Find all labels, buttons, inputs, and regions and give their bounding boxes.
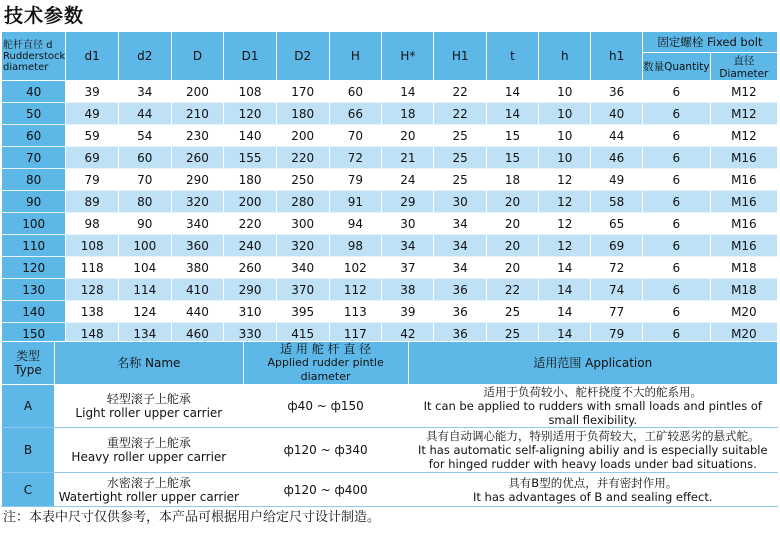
table-row bbox=[2, 473, 778, 507]
table-cell: 34 bbox=[434, 257, 486, 279]
column-header: H* bbox=[382, 32, 434, 81]
table-cell: 113 bbox=[329, 301, 382, 323]
rudderstock-diameter-cell: 120 bbox=[2, 257, 66, 279]
diameter-header-line: 舵杆直径 d bbox=[3, 39, 53, 51]
table-cell: 22 bbox=[434, 103, 486, 125]
table-cell: 290 bbox=[171, 169, 224, 191]
table-cell: 6 bbox=[642, 235, 710, 257]
table-cell: 58 bbox=[591, 191, 642, 213]
table-cell: 49 bbox=[66, 103, 119, 125]
table-cell: M18 bbox=[710, 279, 777, 301]
table-cell: 36 bbox=[591, 81, 642, 103]
table-cell: 104 bbox=[118, 257, 171, 279]
table-cell: 69 bbox=[591, 235, 642, 257]
table-cell: 180 bbox=[224, 169, 277, 191]
table-cell: 138 bbox=[66, 301, 119, 323]
application-line: It can be applied to rudders with small loads and pintles of small flexibility. bbox=[423, 399, 762, 427]
table-row bbox=[2, 147, 778, 169]
name-en: Watertight roller upper carrier bbox=[58, 489, 239, 504]
table-cell: 34 bbox=[434, 235, 486, 257]
table-cell: 36 bbox=[434, 279, 486, 301]
rudderstock-diameter-cell: 140 bbox=[2, 301, 66, 323]
table-cell: 340 bbox=[276, 257, 329, 279]
pintle-header-en: Applied rudder pintle diameter bbox=[267, 356, 384, 383]
table-cell: 79 bbox=[329, 169, 382, 191]
table-cell: 10 bbox=[539, 103, 591, 125]
name-cell bbox=[54, 385, 243, 428]
table-cell: 18 bbox=[382, 103, 434, 125]
table-cell: 79 bbox=[66, 169, 119, 191]
application-cell bbox=[408, 385, 777, 428]
table-cell: 180 bbox=[276, 103, 329, 125]
name-cell bbox=[54, 473, 243, 507]
type-cell: C bbox=[2, 473, 55, 507]
table-cell: 20 bbox=[486, 213, 538, 235]
table-cell: 200 bbox=[224, 191, 277, 213]
table-cell: 340 bbox=[171, 213, 224, 235]
table-cell: M12 bbox=[710, 81, 777, 103]
column-header: H bbox=[329, 32, 382, 81]
table-cell: 20 bbox=[382, 125, 434, 147]
table-cell: 310 bbox=[224, 301, 277, 323]
table-cell: 22 bbox=[486, 279, 538, 301]
table-cell: 36 bbox=[434, 323, 486, 345]
bolt-diameter-header: 直径Diameter bbox=[710, 53, 777, 81]
type-header-cn: 类型 bbox=[15, 349, 40, 363]
type-cell: A bbox=[2, 385, 55, 428]
table-cell: 22 bbox=[434, 81, 486, 103]
table-cell: 14 bbox=[486, 81, 538, 103]
table-cell: 44 bbox=[118, 103, 171, 125]
table-cell: 89 bbox=[66, 191, 119, 213]
table-cell: 54 bbox=[118, 125, 171, 147]
table-cell: 148 bbox=[66, 323, 119, 345]
table-cell: 410 bbox=[171, 279, 224, 301]
table-cell: 39 bbox=[382, 301, 434, 323]
table-cell: 170 bbox=[276, 81, 329, 103]
table-cell: 6 bbox=[642, 147, 710, 169]
name-header: 名称 Name bbox=[54, 342, 243, 385]
table-cell: M20 bbox=[710, 323, 777, 345]
table-cell: 360 bbox=[171, 235, 224, 257]
diameter-header-line: Rudderstock bbox=[3, 50, 66, 62]
table-cell: 18 bbox=[486, 169, 538, 191]
table-cell: 370 bbox=[276, 279, 329, 301]
table-cell: 40 bbox=[591, 103, 642, 125]
table-cell: 15 bbox=[486, 147, 538, 169]
table-cell: 200 bbox=[276, 125, 329, 147]
table-cell: 15 bbox=[486, 125, 538, 147]
table-cell: 6 bbox=[642, 213, 710, 235]
table-cell: M16 bbox=[710, 191, 777, 213]
table-cell: 440 bbox=[171, 301, 224, 323]
table-cell: 12 bbox=[539, 213, 591, 235]
rudderstock-diameter-cell: 110 bbox=[2, 235, 66, 257]
table-cell: 74 bbox=[591, 279, 642, 301]
type-cell: B bbox=[2, 428, 55, 473]
table-cell: 12 bbox=[539, 169, 591, 191]
table-cell: M12 bbox=[710, 125, 777, 147]
table-cell: 14 bbox=[382, 81, 434, 103]
rudderstock-diameter-cell: 150 bbox=[2, 323, 66, 345]
column-header: t bbox=[486, 32, 538, 81]
table-cell: 24 bbox=[382, 169, 434, 191]
table-cell: 25 bbox=[486, 323, 538, 345]
table-cell: 380 bbox=[171, 257, 224, 279]
table-cell: 100 bbox=[118, 235, 171, 257]
table-cell: 94 bbox=[329, 213, 382, 235]
column-header: h bbox=[539, 32, 591, 81]
table-row bbox=[2, 428, 778, 473]
table-cell: 37 bbox=[382, 257, 434, 279]
application-line: 具有B型的优点，并有密封作用。 bbox=[508, 475, 678, 490]
table-cell: 60 bbox=[118, 147, 171, 169]
table-cell: 72 bbox=[329, 147, 382, 169]
diameter-header-line: diameter bbox=[3, 61, 49, 73]
table-row bbox=[2, 103, 778, 125]
name-cn: 水密滚子上舵承 bbox=[106, 475, 191, 490]
table-cell: 210 bbox=[171, 103, 224, 125]
table-cell: 320 bbox=[171, 191, 224, 213]
name-cn: 轻型滚子上舵承 bbox=[106, 392, 191, 406]
table-cell: 117 bbox=[329, 323, 382, 345]
rudderstock-diameter-cell: 90 bbox=[2, 191, 66, 213]
table-cell: 120 bbox=[224, 103, 277, 125]
pintle-range-cell: ф120 ~ ф340 bbox=[243, 428, 408, 473]
table-cell: 395 bbox=[276, 301, 329, 323]
footnote: 注：本表中尺寸仅供参考，本产品可根据用户给定尺寸设计制造。 bbox=[3, 510, 381, 525]
rudderstock-diameter-cell: 130 bbox=[2, 279, 66, 301]
table-cell: 290 bbox=[224, 279, 277, 301]
table-cell: 12 bbox=[539, 191, 591, 213]
table-cell: 14 bbox=[539, 257, 591, 279]
table-cell: 114 bbox=[118, 279, 171, 301]
table-row bbox=[2, 235, 778, 257]
table-cell: M12 bbox=[710, 103, 777, 125]
table-cell: 280 bbox=[276, 191, 329, 213]
type-table bbox=[1, 341, 778, 507]
table-row bbox=[2, 213, 778, 235]
table-cell: 20 bbox=[486, 235, 538, 257]
table-cell: 36 bbox=[434, 301, 486, 323]
table-cell: M20 bbox=[710, 301, 777, 323]
type-header-en: Type bbox=[14, 363, 42, 377]
table-cell: 230 bbox=[171, 125, 224, 147]
application-cell bbox=[408, 428, 777, 473]
table-cell: 140 bbox=[224, 125, 277, 147]
table-cell: 60 bbox=[329, 81, 382, 103]
table-cell: 79 bbox=[591, 323, 642, 345]
table-cell: 14 bbox=[539, 279, 591, 301]
name-en: Light roller upper carrier bbox=[75, 406, 223, 420]
table-cell: 415 bbox=[276, 323, 329, 345]
table-cell: 6 bbox=[642, 257, 710, 279]
table-cell: M16 bbox=[710, 147, 777, 169]
table-cell: 124 bbox=[118, 301, 171, 323]
page-title: 技术参数 bbox=[4, 5, 85, 27]
table-cell: 69 bbox=[66, 147, 119, 169]
table-cell: 20 bbox=[486, 257, 538, 279]
table-cell: 25 bbox=[434, 147, 486, 169]
table-row bbox=[2, 169, 778, 191]
column-header: H1 bbox=[434, 32, 486, 81]
table-row bbox=[2, 301, 778, 323]
table-cell: 6 bbox=[642, 191, 710, 213]
table-cell: 30 bbox=[382, 213, 434, 235]
table-cell: 220 bbox=[224, 213, 277, 235]
table-cell: 66 bbox=[329, 103, 382, 125]
table-cell: 300 bbox=[276, 213, 329, 235]
table-row bbox=[2, 279, 778, 301]
table-cell: 460 bbox=[171, 323, 224, 345]
pintle-header-cn: 适 用 舵 杆 直 径 bbox=[280, 342, 372, 356]
table-cell: 59 bbox=[66, 125, 119, 147]
table-cell: 44 bbox=[591, 125, 642, 147]
type-header bbox=[2, 342, 55, 385]
table-cell: 72 bbox=[591, 257, 642, 279]
table-cell: 20 bbox=[486, 191, 538, 213]
table-cell: 77 bbox=[591, 301, 642, 323]
application-line: 具有自动调心能力，特别适用于负荷较大，工矿较恶劣的悬式舵。 bbox=[426, 429, 760, 443]
dimension-table bbox=[1, 31, 778, 345]
table-cell: M18 bbox=[710, 257, 777, 279]
table-cell: 14 bbox=[539, 323, 591, 345]
table-cell: 46 bbox=[591, 147, 642, 169]
table-cell: 10 bbox=[539, 81, 591, 103]
table-cell: 25 bbox=[434, 125, 486, 147]
table-cell: 102 bbox=[329, 257, 382, 279]
table-cell: 134 bbox=[118, 323, 171, 345]
rudderstock-diameter-cell: 60 bbox=[2, 125, 66, 147]
pintle-range-cell: ф120 ~ ф400 bbox=[243, 473, 408, 507]
name-cell bbox=[54, 428, 243, 473]
table-cell: 12 bbox=[539, 235, 591, 257]
table-cell: 42 bbox=[382, 323, 434, 345]
table-cell: M16 bbox=[710, 169, 777, 191]
table-cell: 260 bbox=[171, 147, 224, 169]
application-header: 适用范围 Application bbox=[408, 342, 777, 385]
table-cell: 108 bbox=[66, 235, 119, 257]
table-cell: 112 bbox=[329, 279, 382, 301]
application-line: 适用于负荷较小、舵杆挠度不大的舵系用。 bbox=[483, 385, 702, 399]
rudderstock-diameter-cell: 70 bbox=[2, 147, 66, 169]
table-cell: 34 bbox=[118, 81, 171, 103]
application-line: It has automatic self-aligning abiliy and is especially suitable bbox=[417, 443, 768, 457]
table-cell: 34 bbox=[434, 213, 486, 235]
table-cell: 30 bbox=[434, 191, 486, 213]
table-cell: 25 bbox=[486, 301, 538, 323]
application-line: for hinged rudder with heavy loads under bad situations. bbox=[428, 457, 757, 471]
table-cell: 6 bbox=[642, 169, 710, 191]
table-cell: 70 bbox=[329, 125, 382, 147]
table-row bbox=[2, 125, 778, 147]
table-cell: 70 bbox=[118, 169, 171, 191]
table-cell: 91 bbox=[329, 191, 382, 213]
table-cell: 80 bbox=[118, 191, 171, 213]
table-cell: 10 bbox=[539, 125, 591, 147]
table-cell: 118 bbox=[66, 257, 119, 279]
fixed-bolt-header: 固定螺栓 Fixed bolt bbox=[642, 32, 777, 53]
table-cell: 14 bbox=[486, 103, 538, 125]
table-cell: 10 bbox=[539, 147, 591, 169]
table-cell: 49 bbox=[591, 169, 642, 191]
table-cell: 108 bbox=[224, 81, 277, 103]
rudderstock-diameter-cell: 40 bbox=[2, 81, 66, 103]
quantity-header: 数量Quantity bbox=[642, 53, 710, 81]
application-line: It has advantages of B and sealing effect. bbox=[473, 489, 713, 504]
column-header: D1 bbox=[224, 32, 277, 81]
table-cell: 155 bbox=[224, 147, 277, 169]
table-cell: 38 bbox=[382, 279, 434, 301]
table-cell: 65 bbox=[591, 213, 642, 235]
table-cell: 6 bbox=[642, 103, 710, 125]
pintle-range-cell: ф40 ~ ф150 bbox=[243, 385, 408, 428]
table-row bbox=[2, 81, 778, 103]
table-row bbox=[2, 191, 778, 213]
table-cell: 6 bbox=[642, 279, 710, 301]
table-cell: 200 bbox=[171, 81, 224, 103]
table-cell: 250 bbox=[276, 169, 329, 191]
application-cell bbox=[408, 473, 777, 507]
table-cell: 14 bbox=[539, 301, 591, 323]
rudderstock-diameter-cell: 80 bbox=[2, 169, 66, 191]
table-cell: 25 bbox=[434, 169, 486, 191]
table-cell: M16 bbox=[710, 213, 777, 235]
rudderstock-diameter-cell: 100 bbox=[2, 213, 66, 235]
table-cell: M16 bbox=[710, 235, 777, 257]
table-cell: 98 bbox=[66, 213, 119, 235]
table-cell: 6 bbox=[642, 125, 710, 147]
column-header: D2 bbox=[276, 32, 329, 81]
column-header: d2 bbox=[118, 32, 171, 81]
table-cell: 320 bbox=[276, 235, 329, 257]
table-cell: 6 bbox=[642, 323, 710, 345]
table-cell: 34 bbox=[382, 235, 434, 257]
column-header: D bbox=[171, 32, 224, 81]
table-cell: 90 bbox=[118, 213, 171, 235]
column-header: h1 bbox=[591, 32, 642, 81]
table-cell: 128 bbox=[66, 279, 119, 301]
table-cell: 220 bbox=[276, 147, 329, 169]
table-cell: 6 bbox=[642, 81, 710, 103]
column-header: d1 bbox=[66, 32, 119, 81]
table-cell: 240 bbox=[224, 235, 277, 257]
pintle-header bbox=[243, 342, 408, 385]
rudderstock-diameter-cell: 50 bbox=[2, 103, 66, 125]
name-cn: 重型滚子上舵承 bbox=[106, 436, 191, 450]
table-cell: 29 bbox=[382, 191, 434, 213]
table-cell: 98 bbox=[329, 235, 382, 257]
table-row bbox=[2, 385, 778, 428]
name-en: Heavy roller upper carrier bbox=[71, 450, 227, 464]
rudderstock-diameter-header bbox=[2, 32, 66, 81]
table-cell: 6 bbox=[642, 301, 710, 323]
table-row bbox=[2, 257, 778, 279]
table-cell: 260 bbox=[224, 257, 277, 279]
table-cell: 21 bbox=[382, 147, 434, 169]
table-cell: 330 bbox=[224, 323, 277, 345]
table-cell: 39 bbox=[66, 81, 119, 103]
